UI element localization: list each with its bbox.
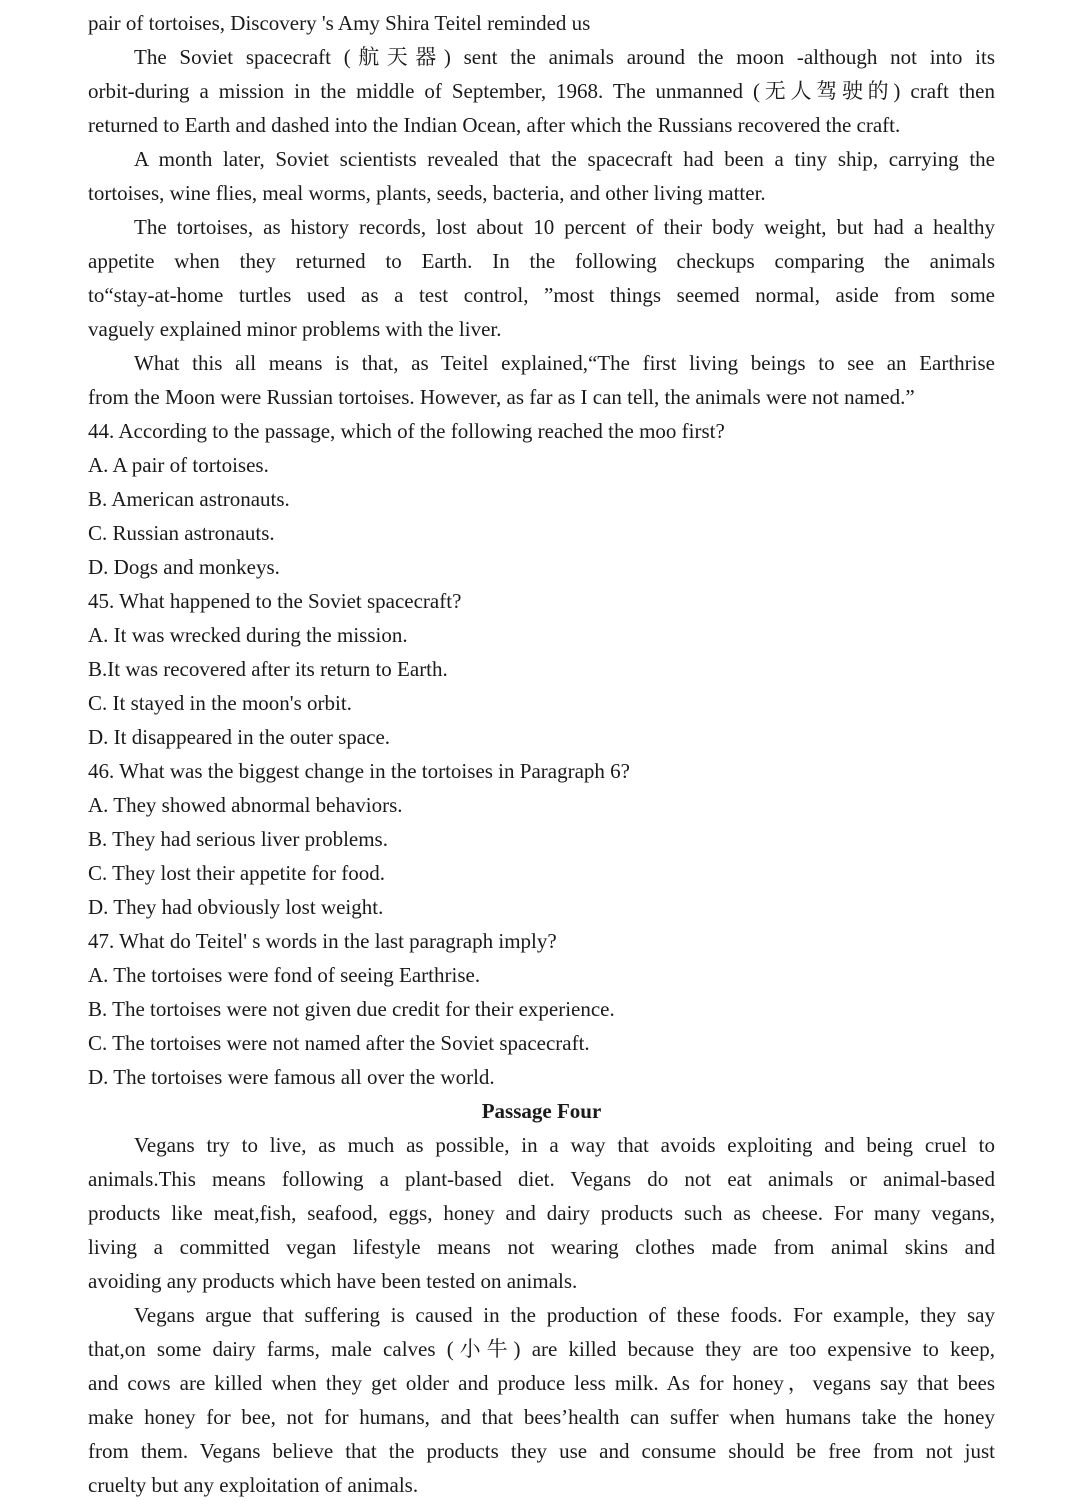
intro-line: pair of tortoises, Discovery 's Amy Shira Teitel reminded us xyxy=(88,11,591,35)
document-page xyxy=(88,6,995,1502)
paragraph-tortoise-weight xyxy=(88,210,995,346)
question-stem: 47. What do Teitel' s words in the last paragraph imply? xyxy=(88,929,557,953)
text-line: Vegans argue that suffering is caused in the production of these foods. For example, they say xyxy=(134,1303,995,1327)
paragraph-soviet-spacecraft xyxy=(88,40,995,142)
passage-four-title: Passage Four xyxy=(481,1099,602,1123)
option-d: D. It disappeared in the outer space. xyxy=(88,725,391,749)
text-line: from them. Vegans believe that the products they use and consume should be free from not just xyxy=(88,1439,995,1463)
option-c: C. They lost their appetite for food. xyxy=(88,861,386,885)
text-line: make honey for bee, not for humans, and that bees’health can suffer when humans take the honey xyxy=(88,1405,995,1429)
text-line: from the Moon were Russian tortoises. However, as far as I can tell, the animals were not named.” xyxy=(88,385,915,409)
text-line: animals.This means following a plant-based diet. Vegans do not eat animals or animal-based xyxy=(88,1167,995,1191)
text-line: What this all means is that, as Teitel explained,“The first living beings to see an Earthrise xyxy=(134,351,995,375)
option-d: D. Dogs and monkeys. xyxy=(88,555,280,579)
option-c: C. It stayed in the moon's orbit. xyxy=(88,691,352,715)
text-line: returned to Earth and dashed into the Indian Ocean, after which the Russians recovered the craft. xyxy=(88,113,901,137)
text-line: products like meat,fish, seafood, eggs, honey and dairy products such as cheese. For many vegans, xyxy=(88,1201,995,1225)
paragraph-vegans-argue xyxy=(88,1298,995,1502)
question-stem: 44. According to the passage, which of the following reached the moo first? xyxy=(88,419,725,443)
question-44 xyxy=(88,414,995,584)
text-line: that,on some dairy farms, male calves (小牛) are killed because they are too expensive to keep, xyxy=(88,1337,995,1361)
option-d: D. The tortoises were famous all over the world. xyxy=(88,1065,495,1089)
option-d: D. They had obviously lost weight. xyxy=(88,895,384,919)
text-line: appetite when they returned to Earth. In the following checkups comparing the animals xyxy=(88,249,995,273)
option-b: B.It was recovered after its return to Earth. xyxy=(88,657,448,681)
paragraph-vegans-intro xyxy=(88,1128,995,1298)
option-b: B. American astronauts. xyxy=(88,487,290,511)
text-line: tortoises, wine flies, meal worms, plants, seeds, bacteria, and other living matter. xyxy=(88,181,766,205)
paragraph-month-later xyxy=(88,142,995,210)
text-line: A month later, Soviet scientists revealed that the spacecraft had been a tiny ship, carrying the xyxy=(134,147,995,171)
question-stem: 46. What was the biggest change in the tortoises in Paragraph 6? xyxy=(88,759,630,783)
text-line: The tortoises, as history records, lost about 10 percent of their body weight, but had a healthy xyxy=(134,215,995,239)
text-line: and cows are killed when they get older and produce less milk. As for honey，vegans say that bees xyxy=(88,1371,995,1395)
text-line: to“stay-at-home turtles used as a test control, ”most things seemed normal, aside from some xyxy=(88,283,995,307)
text-line: Vegans try to live, as much as possible, in a way that avoids exploiting and being cruel to xyxy=(134,1133,995,1157)
question-45 xyxy=(88,584,995,754)
text-line: living a committed vegan lifestyle means not wearing clothes made from animal skins and xyxy=(88,1235,995,1259)
option-a: A. They showed abnormal behaviors. xyxy=(88,793,403,817)
text-line: orbit-during a mission in the middle of September, 1968. The unmanned (无人驾驶的) craft then xyxy=(88,79,995,103)
text-line: The Soviet spacecraft (航天器) sent the animals around the moon -although not into its xyxy=(134,45,995,69)
paragraph-teitel-explained xyxy=(88,346,995,414)
option-b: B. They had serious liver problems. xyxy=(88,827,388,851)
text-line: cruelty but any exploitation of animals. xyxy=(88,1473,419,1497)
option-a: A. The tortoises were fond of seeing Earthrise. xyxy=(88,963,481,987)
text-line: vaguely explained minor problems with the liver. xyxy=(88,317,502,341)
text-line: avoiding any products which have been tested on animals. xyxy=(88,1269,578,1293)
option-a: A. A pair of tortoises. xyxy=(88,453,269,477)
option-c: C. The tortoises were not named after the Soviet spacecraft. xyxy=(88,1031,590,1055)
option-c: C. Russian astronauts. xyxy=(88,521,275,545)
question-46 xyxy=(88,754,995,924)
question-stem: 45. What happened to the Soviet spacecraft? xyxy=(88,589,462,613)
option-a: A. It was wrecked during the mission. xyxy=(88,623,408,647)
question-47 xyxy=(88,924,995,1094)
option-b: B. The tortoises were not given due credit for their experience. xyxy=(88,997,615,1021)
